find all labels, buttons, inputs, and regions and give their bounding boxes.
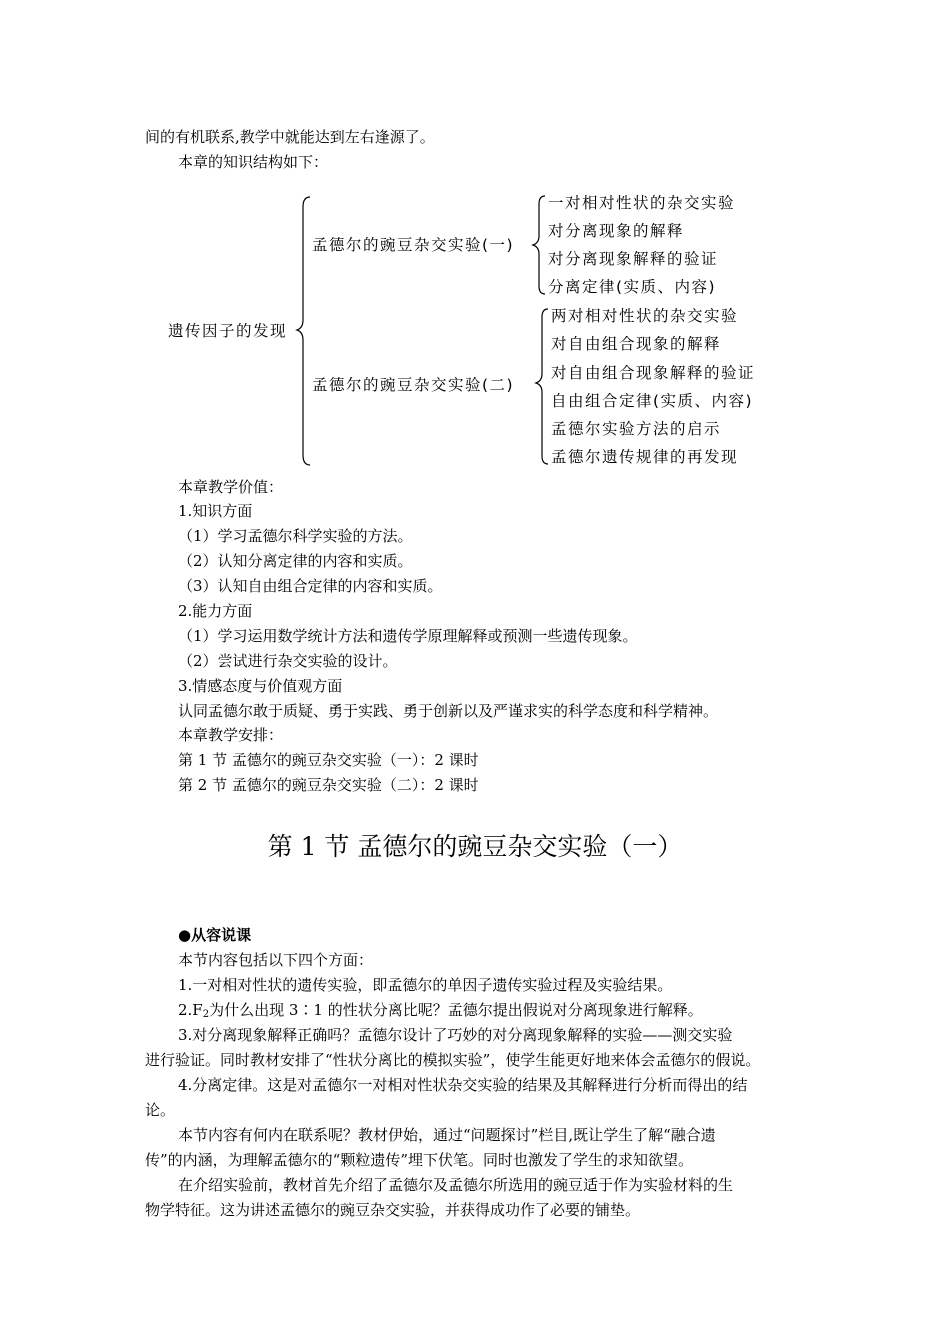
root-brace [297, 197, 310, 465]
subscript: 2 [202, 1009, 210, 1020]
tree-leaf: 两对相对性状的杂交实验 [551, 307, 739, 325]
tree-leaf: 对自由组合现象的解释 [551, 335, 722, 353]
text-line: 论。 [145, 1101, 176, 1119]
text-line: 3.对分离现象解释正确吗？孟德尔设计了巧妙的对分离现象解释的实验——测交实验 [178, 1026, 733, 1044]
tree-leaf: 一对相对性状的杂交实验 [548, 194, 736, 212]
text-line: 认同孟德尔敢于质疑、勇于实践、勇于创新以及严谨求实的科学态度和科学精神。 [178, 702, 719, 720]
tree-leaf: 对自由组合现象解释的验证 [551, 364, 756, 382]
tree-root: 遗传因子的发现 [168, 322, 288, 340]
text-line: 在介绍实验前，教材首先介绍了孟德尔及孟德尔所选用的豌豆适于作为实验材料的生 [178, 1176, 734, 1194]
text-line: 3.情感态度与价值观方面 [178, 677, 343, 695]
tree-branch-1: 孟德尔的豌豆杂交实验(一) [312, 236, 515, 254]
tree-branch-2: 孟德尔的豌豆杂交实验(二) [312, 376, 515, 394]
text-line: 第 2 节 孟德尔的豌豆杂交实验（二）：2 课时 [178, 776, 479, 794]
text-line: 间的有机联系,教学中就能达到左右逢源了。 [145, 128, 435, 146]
text-line: （2）认知分离定律的内容和实质。 [178, 552, 413, 570]
text-fragment: 为什么出现 3∶1 的性状分离比呢？孟德尔提出假说对分离现象进行解释。 [209, 1001, 703, 1019]
branch1-brace [533, 196, 545, 294]
text-line: 第 1 节 孟德尔的豌豆杂交实验（一）：2 课时 [178, 751, 479, 769]
schedule-title: 本章教学安排： [178, 726, 284, 744]
text-line: （3）认知自由组合定律的内容和实质。 [178, 577, 443, 595]
text-line: 本节内容包括以下四个方面： [178, 951, 374, 969]
tree-leaf: 自由组合定律(实质、内容) [551, 392, 754, 410]
text-line: 进行验证。同时教材安排了“性状分离比的模拟实验”，使学生能更好地来体会孟德尔的假说。 [145, 1051, 761, 1069]
text-line: （1）学习孟德尔科学实验的方法。 [178, 527, 413, 545]
text-line: 4.分离定律。这是对孟德尔一对相对性状杂交实验的结果及其解释进行分析而得出的结 [178, 1076, 748, 1094]
sub-heading: ●从容说课 [178, 926, 252, 944]
text-fragment: 2.F [178, 1001, 203, 1019]
values-title: 本章教学价值： [178, 478, 284, 496]
tree-leaf: 对分离现象的解释 [548, 222, 685, 240]
section-heading: 第 1 节 孟德尔的豌豆杂交实验（一） [267, 832, 683, 861]
tree-leaf: 分离定律(实质、内容) [548, 278, 717, 296]
tree-leaf: 对分离现象解释的验证 [548, 250, 719, 268]
text-line: 物学特征。这为讲述孟德尔的豌豆杂交实验，并获得成功作了必要的铺垫。 [145, 1201, 641, 1219]
text-line: 1.一对相对性状的遗传实验，即孟德尔的单因子遗传实验过程及实验结果。 [178, 976, 673, 994]
text-line [178, 1000, 703, 1020]
text-line: （1）学习运用数学统计方法和遗传学原理解释或预测一些遗传现象。 [178, 627, 638, 645]
tree-leaf: 孟德尔实验方法的启示 [551, 420, 722, 438]
text-line: 2.能力方面 [178, 602, 253, 620]
branch2-brace [536, 309, 548, 464]
text-line: （2）尝试进行杂交实验的设计。 [178, 652, 398, 670]
text-line: 本章的知识结构如下： [178, 153, 329, 171]
tree-leaf: 孟德尔遗传规律的再发现 [551, 448, 739, 466]
text-line: 传”的内涵，为理解孟德尔的“颗粒遗传”埋下伏笔。同时也激发了学生的求知欲望。 [145, 1151, 694, 1169]
text-line: 1.知识方面 [178, 502, 253, 520]
text-line: 本节内容有何内在联系呢？教材伊始，通过“问题探讨”栏目,既让学生了解“融合遗 [178, 1126, 716, 1144]
